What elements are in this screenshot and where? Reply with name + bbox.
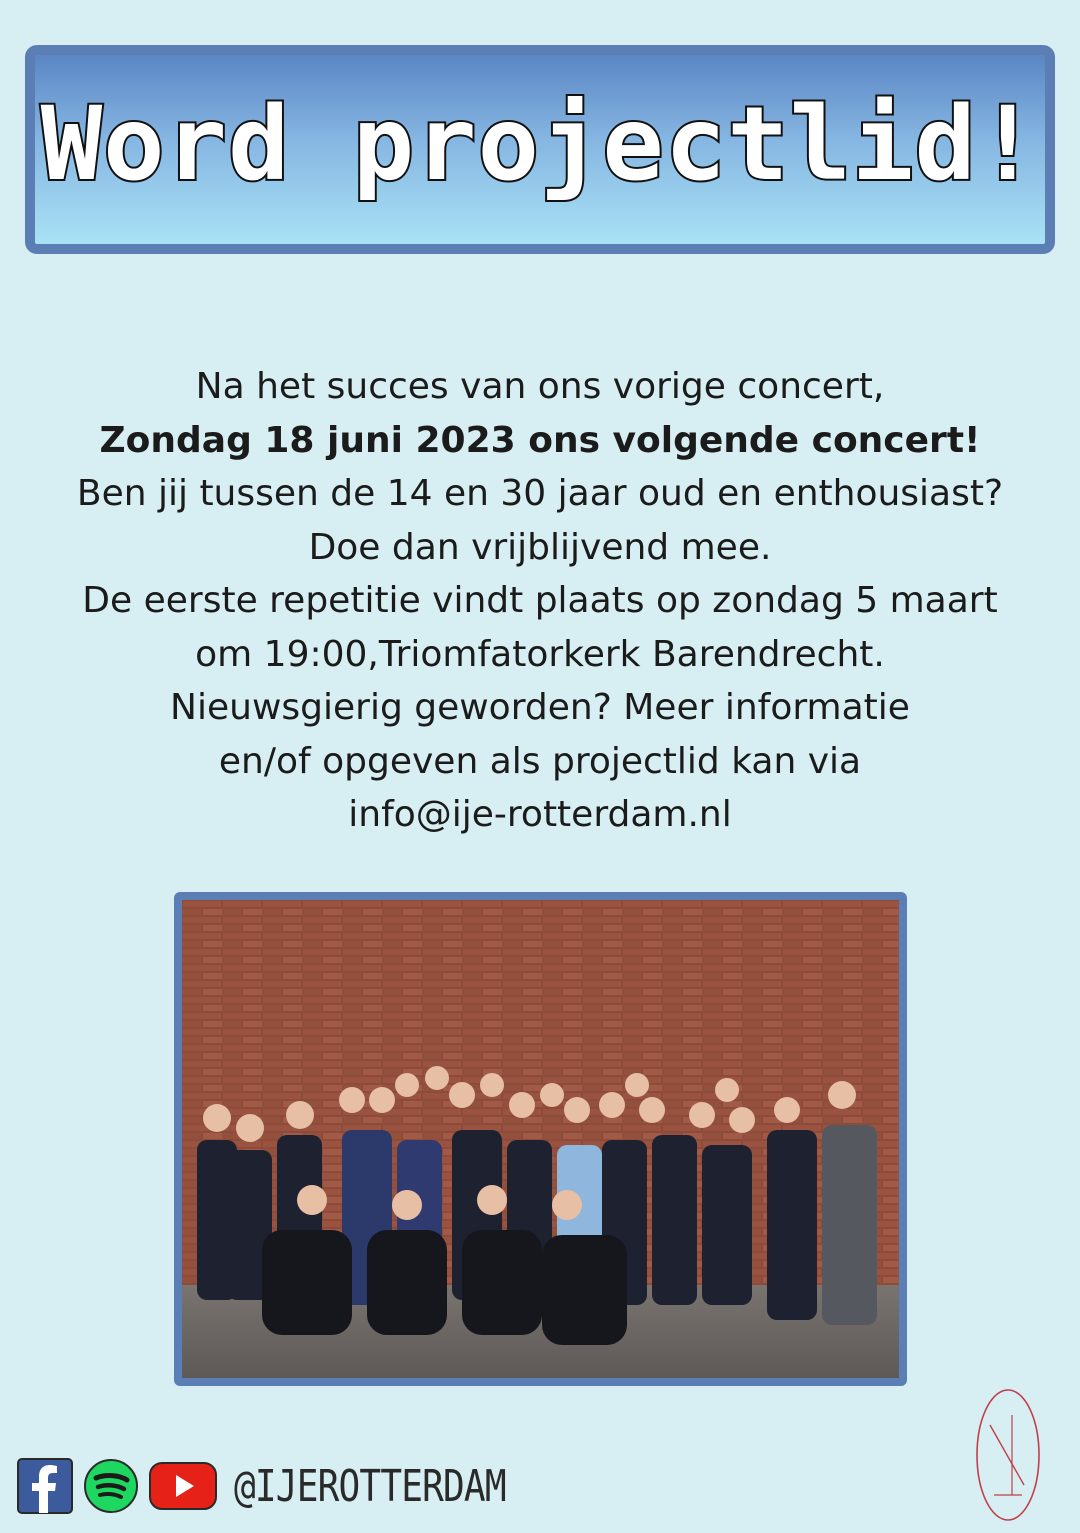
announcement-line-8: en/of opgeven als projectlid kan via (218, 740, 862, 782)
announcement-concert-date: Zondag 18 juni 2023 ons volgende concert! (99, 419, 981, 461)
group-photo (174, 892, 907, 1386)
page-title: Word projectlid! (40, 85, 1040, 204)
title-banner (25, 45, 1055, 254)
facebook-icon[interactable] (16, 1457, 74, 1515)
spotify-icon[interactable] (82, 1457, 140, 1515)
social-handle[interactable]: @IJEROTTERDAM (234, 1460, 506, 1512)
announcement-line-1: Na het succes van ons vorige concert, (195, 366, 885, 407)
contact-email: info@ije-rotterdam.nl (348, 794, 732, 835)
announcement-line-6: om 19:00,Triomfatorkerk Barendrecht. (195, 633, 885, 675)
announcement-line-4: Doe dan vrijblijvend mee. (308, 526, 772, 568)
announcement-text (40, 360, 1040, 842)
group-photo-illustration (182, 900, 899, 1378)
youtube-icon[interactable] (148, 1459, 218, 1513)
social-media-bar (16, 1455, 565, 1517)
ije-logo-icon (972, 1385, 1044, 1525)
announcement-line-3: Ben jij tussen de 14 en 30 jaar oud en enthousiast? (76, 473, 1004, 514)
announcement-line-7: Nieuwsgierig geworden? Meer informatie (170, 687, 910, 728)
announcement-line-5: De eerste repetitie vindt plaats op zondag 5 maart (82, 580, 998, 621)
